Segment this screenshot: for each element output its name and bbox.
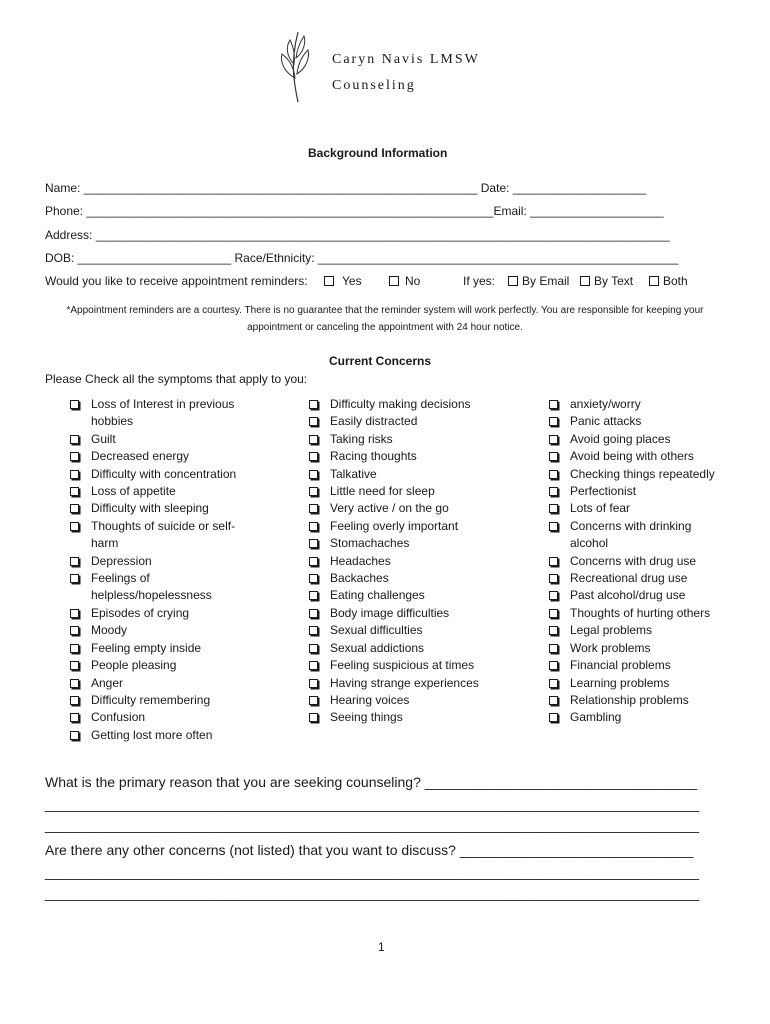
symptom-label: Relationship problems xyxy=(570,692,689,707)
symptom-item[interactable] xyxy=(309,709,489,726)
symptom-item[interactable] xyxy=(549,431,729,448)
phone-email-field[interactable]: Phone: _____________________________________________________________Email: ____________________ xyxy=(45,204,664,218)
reminder-both-option[interactable] xyxy=(649,274,688,288)
checkbox-icon[interactable] xyxy=(549,713,558,722)
checkbox-icon[interactable] xyxy=(309,696,318,705)
checkbox-icon[interactable] xyxy=(70,574,79,583)
reminder-no-option[interactable] xyxy=(389,274,420,288)
symptom-item[interactable] xyxy=(549,692,729,709)
checkbox-icon[interactable] xyxy=(324,276,334,286)
symptom-item[interactable] xyxy=(70,518,240,553)
checkbox-icon[interactable] xyxy=(70,731,79,740)
symptom-item[interactable] xyxy=(70,605,240,622)
checkbox-icon[interactable] xyxy=(309,661,318,670)
symptom-item[interactable] xyxy=(70,483,240,500)
symptom-label: Lots of fear xyxy=(570,501,631,516)
checkbox-icon[interactable] xyxy=(549,487,558,496)
symptoms-column-1 xyxy=(70,396,240,744)
checkbox-icon[interactable] xyxy=(309,504,318,513)
checkbox-icon[interactable] xyxy=(70,452,79,461)
reminder-note: *Appointment reminders are a courtesy. There is no guarantee that the reminder system will work perfectly. You are responsible for keeping your appointment or canceling the appointment with 24 hour notice. xyxy=(66,305,704,333)
checkbox-icon[interactable] xyxy=(309,435,318,444)
checkbox-icon[interactable] xyxy=(70,522,79,531)
leaf-logo-icon xyxy=(276,28,328,104)
dob-race-field[interactable]: DOB: _______________________ Race/Ethnicity: ______________________________________________________ xyxy=(45,251,679,265)
checkbox-icon[interactable] xyxy=(309,470,318,479)
reminder-email-option[interactable] xyxy=(508,274,569,288)
symptom-item[interactable] xyxy=(549,605,729,622)
option-yes-label: Yes xyxy=(342,274,362,288)
symptom-item[interactable] xyxy=(309,535,489,552)
option-email-label: By Email xyxy=(522,274,570,288)
symptom-label: Headaches xyxy=(330,553,391,568)
checkbox-icon[interactable] xyxy=(549,661,558,670)
checkbox-icon[interactable] xyxy=(549,644,558,653)
symptom-label: Thoughts of hurting others xyxy=(570,605,711,620)
symptom-item[interactable] xyxy=(309,448,489,465)
symptom-label: Difficulty with concentration xyxy=(91,466,237,481)
symptom-item[interactable] xyxy=(70,448,240,465)
symptom-item[interactable] xyxy=(549,622,729,639)
checkbox-icon[interactable] xyxy=(70,626,79,635)
checkbox-icon[interactable] xyxy=(549,591,558,600)
checkbox-icon[interactable] xyxy=(70,713,79,722)
symptom-label: Past alcohol/drug use xyxy=(570,588,686,603)
checkbox-icon[interactable] xyxy=(309,644,318,653)
symptom-item[interactable] xyxy=(309,640,489,657)
reminders-question: Would you like to receive appointment reminders: xyxy=(45,274,308,288)
symptom-item[interactable] xyxy=(549,587,729,604)
symptom-label: Legal problems xyxy=(570,623,653,638)
symptoms-column-3 xyxy=(549,396,729,727)
symptom-label: Checking things repeatedly xyxy=(570,466,715,481)
if-yes-label: If yes: xyxy=(463,274,496,288)
reminder-yes-option[interactable] xyxy=(324,274,362,288)
checkbox-icon[interactable] xyxy=(549,452,558,461)
symptom-label: Feeling overly important xyxy=(330,518,459,533)
symptom-item[interactable] xyxy=(70,431,240,448)
checkbox-icon[interactable] xyxy=(309,417,318,426)
concerns-title: Current Concerns xyxy=(329,354,432,368)
primary-reason-question[interactable]: What is the primary reason that you are seeking counseling? ___________________________________ xyxy=(45,774,698,790)
symptom-item[interactable] xyxy=(70,727,240,744)
symptom-label: Anger xyxy=(91,675,124,690)
primary-reason-line[interactable]: ____________________________________________________________________________________ xyxy=(45,817,700,833)
checkbox-icon[interactable] xyxy=(309,574,318,583)
checkbox-icon[interactable] xyxy=(309,400,318,409)
checkbox-icon[interactable] xyxy=(580,276,590,286)
page-number: 1 xyxy=(378,940,385,954)
symptom-label: Panic attacks xyxy=(570,414,642,429)
checkbox-icon[interactable] xyxy=(70,435,79,444)
checkbox-icon[interactable] xyxy=(70,557,79,566)
name-date-field[interactable]: Name: ___________________________________________________________ Date: ____________________ xyxy=(45,181,647,195)
symptom-item[interactable] xyxy=(549,466,729,483)
symptom-label: Hearing voices xyxy=(330,692,410,707)
symptom-item[interactable] xyxy=(70,500,240,517)
symptom-item[interactable] xyxy=(309,675,489,692)
checkbox-icon[interactable] xyxy=(389,276,399,286)
symptom-item[interactable] xyxy=(70,675,240,692)
symptom-label: Sexual difficulties xyxy=(330,623,423,638)
symptom-item[interactable] xyxy=(549,483,729,500)
symptom-label: Decreased energy xyxy=(91,449,190,464)
symptom-label: Financial problems xyxy=(570,658,671,673)
symptom-item[interactable] xyxy=(549,500,729,517)
symptom-label: Seeing things xyxy=(330,710,403,725)
symptom-label: Feeling empty inside xyxy=(91,640,202,655)
checkbox-icon[interactable] xyxy=(549,626,558,635)
symptom-label: Perfectionist xyxy=(570,484,637,499)
checkbox-icon[interactable] xyxy=(309,591,318,600)
symptom-item[interactable] xyxy=(70,622,240,639)
symptom-label: Getting lost more often xyxy=(91,727,213,742)
symptom-label: Difficulty remembering xyxy=(91,692,211,707)
checkbox-icon[interactable] xyxy=(549,609,558,618)
symptom-label: Loss of Interest in previous hobbies xyxy=(91,397,235,429)
logo-name: Caryn Navis LMSW xyxy=(332,52,480,67)
symptom-item[interactable] xyxy=(309,413,489,430)
symptom-label: Difficulty making decisions xyxy=(330,397,471,411)
symptom-label: Stomachaches xyxy=(330,536,410,551)
symptom-label: Little need for sleep xyxy=(330,484,435,499)
symptom-item[interactable] xyxy=(70,709,240,726)
checkbox-icon[interactable] xyxy=(70,400,79,409)
symptom-label: Gambling xyxy=(570,710,622,725)
symptom-item[interactable] xyxy=(70,692,240,709)
symptom-label: Work problems xyxy=(570,640,651,655)
symptom-item[interactable] xyxy=(70,466,240,483)
symptom-label: Moody xyxy=(91,623,128,638)
symptom-label: Sexual addictions xyxy=(330,640,425,655)
symptom-label: Recreational drug use xyxy=(570,571,688,586)
option-both-label: Both xyxy=(663,274,688,288)
checkbox-icon[interactable] xyxy=(70,504,79,513)
checkbox-icon[interactable] xyxy=(309,609,318,618)
checkbox-icon[interactable] xyxy=(549,574,558,583)
symptom-label: Talkative xyxy=(330,466,377,481)
symptom-item[interactable] xyxy=(309,483,489,500)
symptom-item[interactable] xyxy=(309,605,489,622)
checkbox-icon[interactable] xyxy=(70,609,79,618)
checkbox-icon[interactable] xyxy=(309,557,318,566)
primary-reason-line[interactable]: ____________________________________________________________________________________ xyxy=(45,796,700,812)
checkbox-icon[interactable] xyxy=(309,679,318,688)
symptom-item[interactable] xyxy=(549,675,729,692)
checkbox-icon[interactable] xyxy=(549,470,558,479)
checkbox-icon[interactable] xyxy=(549,522,558,531)
checkbox-icon[interactable] xyxy=(309,452,318,461)
symptom-label: Avoid being with others xyxy=(570,449,694,464)
symptom-item[interactable] xyxy=(70,570,240,605)
symptom-label: Depression xyxy=(91,553,152,568)
symptom-item[interactable] xyxy=(549,570,729,587)
symptom-label: Body image difficulties xyxy=(330,605,450,620)
symptom-label: Racing thoughts xyxy=(330,449,417,464)
checkbox-icon[interactable] xyxy=(70,661,79,670)
reminder-text-option[interactable] xyxy=(580,274,633,288)
symptom-item[interactable] xyxy=(549,553,729,570)
checkbox-icon[interactable] xyxy=(549,557,558,566)
checkbox-icon[interactable] xyxy=(70,470,79,479)
symptom-item[interactable] xyxy=(309,466,489,483)
checkbox-icon[interactable] xyxy=(70,679,79,688)
checkbox-icon[interactable] xyxy=(549,435,558,444)
symptom-label: People pleasing xyxy=(91,658,177,673)
symptom-item[interactable] xyxy=(309,518,489,535)
symptoms-column-2 xyxy=(309,396,489,727)
symptom-label: Backaches xyxy=(330,571,389,586)
checkbox-icon[interactable] xyxy=(549,400,558,409)
logo-subtitle: Counseling xyxy=(332,78,416,93)
other-concerns-question[interactable]: Are there any other concerns (not listed) that you want to discuss? ______________________________ xyxy=(45,842,694,858)
symptom-label: Taking risks xyxy=(330,431,393,446)
checkbox-icon[interactable] xyxy=(549,417,558,426)
checkbox-icon[interactable] xyxy=(549,696,558,705)
other-concerns-line[interactable]: ____________________________________________________________________________________ xyxy=(45,885,700,901)
symptom-item[interactable] xyxy=(549,448,729,465)
symptom-item[interactable] xyxy=(309,553,489,570)
symptom-label: Episodes of crying xyxy=(91,605,190,620)
checkbox-icon[interactable] xyxy=(309,522,318,531)
symptom-label: Feeling suspicious at times xyxy=(330,658,475,673)
symptom-item[interactable] xyxy=(309,431,489,448)
other-concerns-line[interactable]: ____________________________________________________________________________________ xyxy=(45,864,700,880)
symptom-item[interactable] xyxy=(70,396,240,431)
address-field[interactable]: Address: ______________________________________________________________________________________ xyxy=(45,228,670,242)
option-no-label: No xyxy=(405,274,421,288)
symptom-label: Easily distracted xyxy=(330,414,418,429)
checkbox-icon[interactable] xyxy=(309,487,318,496)
checkbox-icon[interactable] xyxy=(70,696,79,705)
checkbox-icon[interactable] xyxy=(508,276,518,286)
page-title: Background Information xyxy=(308,146,448,160)
symptom-label: Loss of appetite xyxy=(91,484,176,499)
checkbox-icon[interactable] xyxy=(309,713,318,722)
symptom-label: Learning problems xyxy=(570,675,670,690)
checkbox-icon[interactable] xyxy=(549,679,558,688)
symptom-label: Feelings of helpless/hopelessness xyxy=(91,571,212,603)
symptom-label: Concerns with drinking alcohol xyxy=(570,518,692,551)
symptom-item[interactable] xyxy=(549,413,729,430)
symptom-item[interactable] xyxy=(549,657,729,674)
symptom-label: Confusion xyxy=(91,710,146,725)
checkbox-icon[interactable] xyxy=(649,276,659,286)
checkbox-icon[interactable] xyxy=(309,626,318,635)
symptom-item[interactable] xyxy=(309,692,489,709)
symptom-label: Guilt xyxy=(91,431,116,446)
option-text-label: By Text xyxy=(594,274,634,288)
checkbox-icon[interactable] xyxy=(309,539,318,548)
symptom-item[interactable] xyxy=(309,587,489,604)
checkbox-icon[interactable] xyxy=(70,644,79,653)
symptom-item[interactable] xyxy=(309,657,489,674)
symptom-item[interactable] xyxy=(549,709,729,726)
symptom-item[interactable] xyxy=(549,396,729,413)
checkbox-icon[interactable] xyxy=(549,504,558,513)
symptom-item[interactable] xyxy=(70,640,240,657)
symptom-label: Difficulty with sleeping xyxy=(91,501,209,516)
symptom-label: Concerns with drug use xyxy=(570,553,697,568)
symptom-label: Thoughts of suicide or self-harm xyxy=(91,518,236,551)
checkbox-icon[interactable] xyxy=(70,487,79,496)
symptom-item[interactable] xyxy=(309,500,489,517)
symptom-item[interactable] xyxy=(309,622,489,639)
symptom-label: Having strange experiences xyxy=(330,675,479,690)
symptom-item[interactable] xyxy=(70,553,240,570)
symptom-label: anxiety/worry xyxy=(570,397,641,411)
symptom-item[interactable] xyxy=(549,518,729,553)
concerns-instruction: Please Check all the symptoms that apply to you: xyxy=(45,372,308,386)
symptom-item[interactable] xyxy=(70,657,240,674)
symptom-label: Very active / on the go xyxy=(330,501,449,516)
symptom-item[interactable] xyxy=(549,640,729,657)
symptom-item[interactable] xyxy=(309,396,489,413)
symptom-label: Eating challenges xyxy=(330,588,425,603)
symptom-label: Avoid going places xyxy=(570,431,671,446)
symptom-item[interactable] xyxy=(309,570,489,587)
